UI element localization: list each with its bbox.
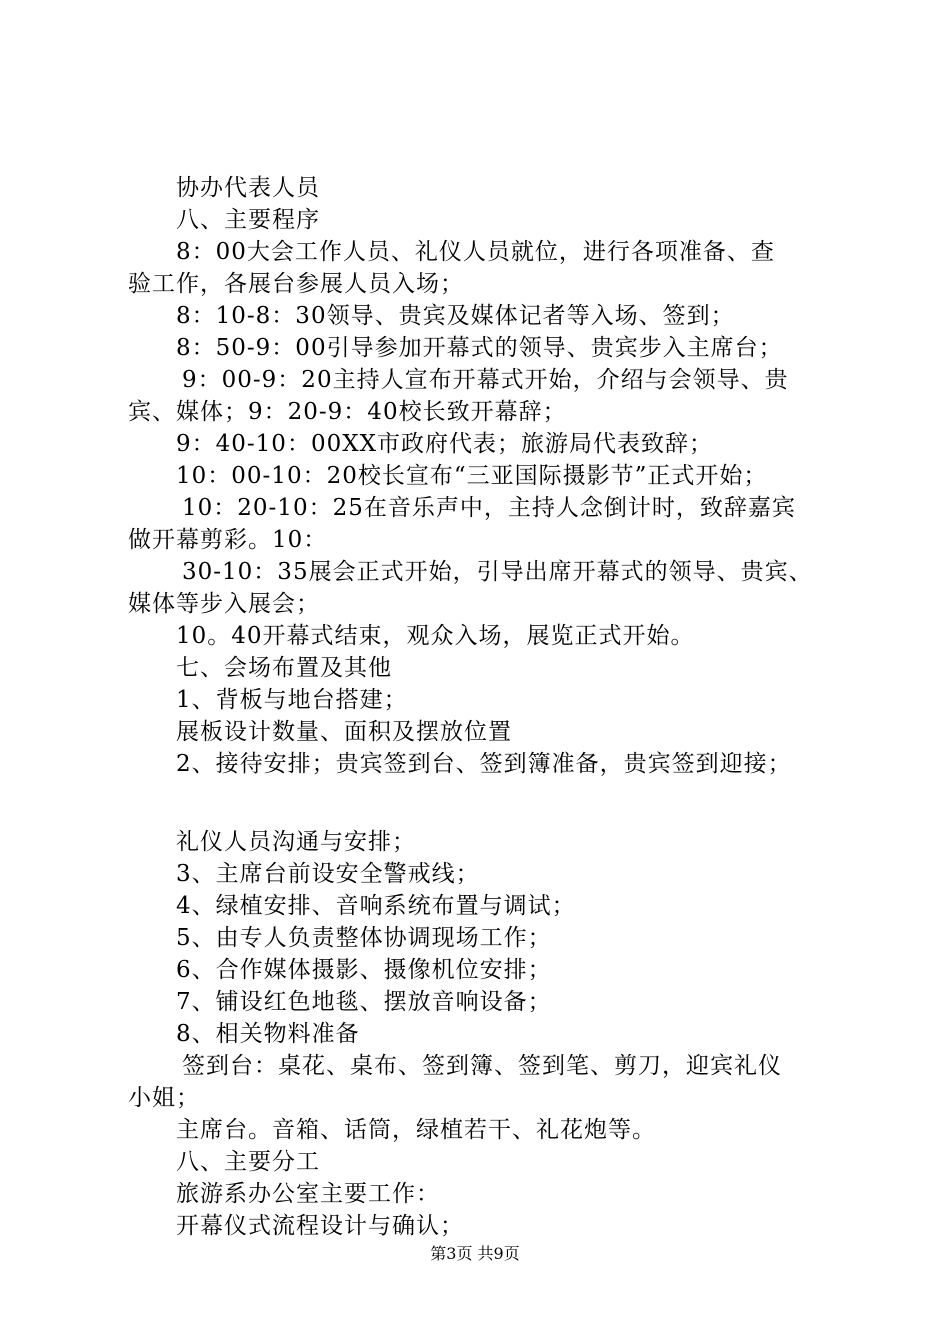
page-number-footer: 第3页 共9页 xyxy=(430,1244,520,1263)
text-line: 10：00-10：20校长宣布“三亚国际摄影节”正式开始； xyxy=(176,463,768,489)
text-line: 协办代表人员 xyxy=(176,175,320,201)
text-line: 展板设计数量、面积及摆放位置 xyxy=(176,719,512,745)
section-heading: 七、会场布置及其他 xyxy=(176,655,392,681)
text-line: 9：40-10：00XX市政府代表；旅游局代表致辞； xyxy=(176,431,713,457)
list-item: 1、背板与地台搭建； xyxy=(176,687,408,713)
list-item: 5、由专人负责整体协调现场工作； xyxy=(176,925,552,951)
list-item: 3、主席台前设安全警戒线； xyxy=(176,861,480,887)
text-line: 开幕仪式流程设计与确认； xyxy=(176,1213,464,1239)
text-line: 旅游系办公室主要工作： xyxy=(176,1181,440,1207)
text-line: 10：20-10：25在音乐声中，主持人念倒计时，致辞嘉宾 xyxy=(182,495,796,521)
list-item: 2、接待安排；贵宾签到台、签到簿准备，贵宾签到迎接； xyxy=(176,751,792,777)
list-item: 7、铺设红色地毯、摆放音响设备； xyxy=(176,989,552,1015)
text-line: 9：00-9：20主持人宣布开幕式开始，介绍与会领导、贵 xyxy=(182,367,789,393)
text-line: 8：10-8：30领导、贵宾及媒体记者等入场、签到； xyxy=(176,303,735,329)
text-line: 礼仪人员沟通与安排； xyxy=(176,829,416,855)
list-item: 8、相关物料准备 xyxy=(176,1021,360,1047)
document-body xyxy=(128,172,838,1242)
list-item: 6、合作媒体摄影、摄像机位安排； xyxy=(176,957,552,983)
text-line: 30-10：35展会正式开始，引导出席开幕式的领导、贵宾、 xyxy=(182,559,813,585)
text-line: 验工作，各展台参展人员入场； xyxy=(128,271,464,297)
text-line: 8：50-9：00引导参加开幕式的领导、贵宾步入主席台； xyxy=(176,335,783,361)
section-heading: 八、主要分工 xyxy=(176,1149,320,1175)
text-line: 媒体等步入展会； xyxy=(128,591,320,617)
text-line: 签到台：桌花、桌布、签到簿、签到笔、剪刀，迎宾礼仪 xyxy=(182,1053,782,1079)
text-line: 小姐； xyxy=(128,1085,200,1111)
list-item: 4、绿植安排、音响系统布置与调试； xyxy=(176,893,576,919)
section-heading: 八、主要程序 xyxy=(176,207,320,233)
text-line: 主席台。音箱、话筒，绿植若干、礼花炮等。 xyxy=(176,1117,656,1143)
blank-line xyxy=(128,780,838,826)
text-line: 做开幕剪彩。10： xyxy=(128,527,328,553)
text-line: 10。40开幕式结束，观众入场，展览正式开始。 xyxy=(176,623,695,649)
text-line: 宾、媒体；9：20-9：40校长致开幕辞； xyxy=(128,399,567,425)
text-line: 8：00大会工作人员、礼仪人员就位，进行各项准备、查 xyxy=(176,239,775,265)
